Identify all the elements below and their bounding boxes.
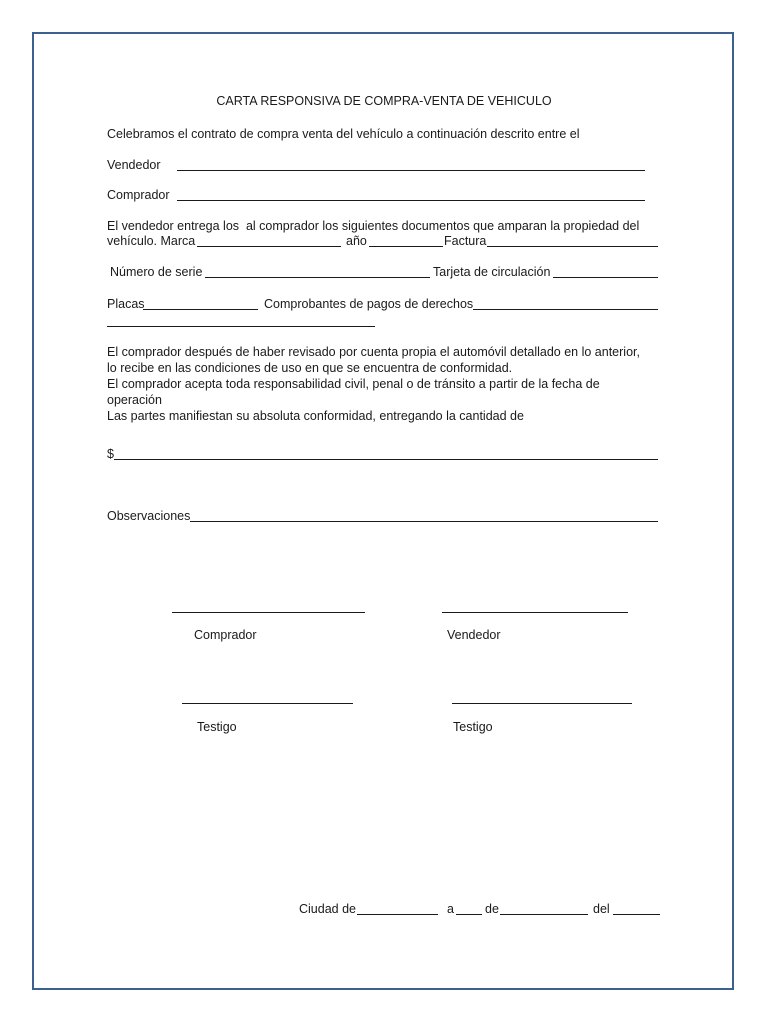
de-label: de	[485, 902, 499, 916]
cantidad-field[interactable]	[114, 459, 658, 460]
anio-fecha-field[interactable]	[613, 914, 660, 915]
numero-serie-field[interactable]	[205, 277, 430, 278]
sig-comprador-label: Comprador	[194, 628, 257, 642]
anio-field[interactable]	[369, 246, 443, 247]
marca-field[interactable]	[197, 246, 341, 247]
vendedor-field[interactable]	[177, 170, 645, 171]
para1-line1: El comprador después de haber revisado por cuenta propia el automóvil detallado en lo anterior,	[107, 345, 640, 359]
factura-field[interactable]	[487, 246, 658, 247]
docs-text: El vendedor entrega los al comprador los siguientes documentos que amparan la propiedad del	[107, 219, 640, 233]
document-title: CARTA RESPONSIVA DE COMPRA-VENTA DE VEHICULO	[216, 94, 552, 108]
anio-label: año	[346, 234, 367, 248]
intro-text: Celebramos el contrato de compra venta del vehículo a continuación descrito entre el	[107, 127, 580, 141]
para2-line2: operación	[107, 393, 162, 407]
factura-label: Factura	[444, 234, 487, 248]
dia-field[interactable]	[456, 914, 482, 915]
testigo2-signature-line[interactable]	[452, 703, 632, 704]
a-label: a	[447, 902, 454, 916]
comprobantes-field[interactable]	[473, 309, 658, 310]
ciudad-field[interactable]	[357, 914, 438, 915]
tarjeta-label: Tarjeta de circulación	[433, 265, 551, 279]
para2-line1: El comprador acepta toda responsabilidad civil, penal o de tránsito a partir de la fecha de	[107, 377, 600, 391]
ciudad-label: Ciudad de	[299, 902, 356, 916]
comprobantes-label: Comprobantes de pagos de derechos	[264, 297, 474, 311]
del-label: del	[593, 902, 610, 916]
observaciones-label: Observaciones	[107, 509, 191, 523]
para1-line2: lo recibe en las condiciones de uso en que se encuentra de conformidad.	[107, 361, 513, 375]
comprador-label: Comprador	[107, 188, 170, 202]
observaciones-field[interactable]	[190, 521, 658, 522]
comprador-field[interactable]	[177, 200, 645, 201]
placas-field[interactable]	[143, 309, 258, 310]
tarjeta-field[interactable]	[553, 277, 658, 278]
comprobantes-field-cont[interactable]	[107, 326, 375, 327]
sig-testigo1-label: Testigo	[197, 720, 237, 734]
dollar-sign: $	[107, 447, 114, 461]
marca-label: vehículo. Marca	[107, 234, 196, 248]
sig-vendedor-label: Vendedor	[447, 628, 501, 642]
vendedor-label: Vendedor	[107, 158, 161, 172]
comprador-signature-line[interactable]	[172, 612, 365, 613]
mes-field[interactable]	[500, 914, 588, 915]
para3: Las partes manifiestan su absoluta conformidad, entregando la cantidad de	[107, 409, 524, 423]
placas-label: Placas	[107, 297, 145, 311]
numero-serie-label: Número de serie	[110, 265, 203, 279]
vendedor-signature-line[interactable]	[442, 612, 628, 613]
sig-testigo2-label: Testigo	[453, 720, 493, 734]
testigo1-signature-line[interactable]	[182, 703, 353, 704]
